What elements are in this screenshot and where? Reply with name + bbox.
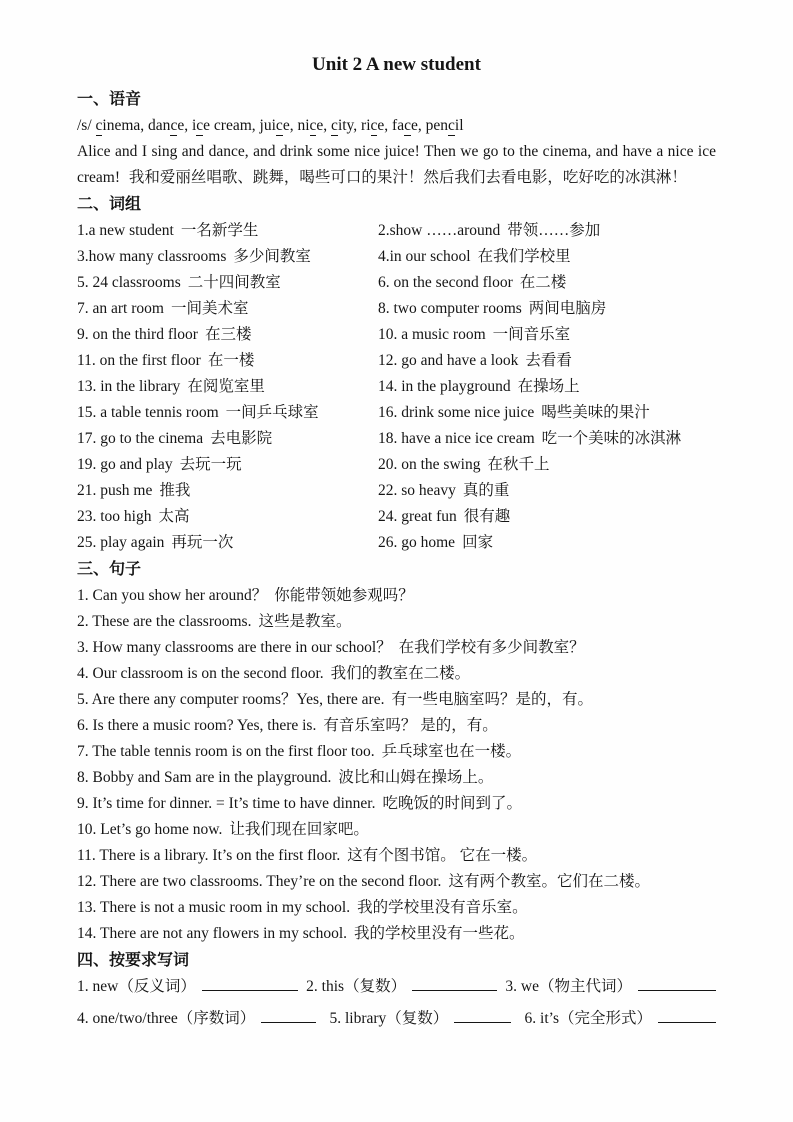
- phonetic-word: rice,: [357, 117, 389, 134]
- phrase-en: 17. go to the cinema: [77, 430, 204, 447]
- underlined-letter: c: [370, 117, 378, 134]
- phrase-zh: 一间乒乓球室: [225, 404, 319, 421]
- write-word-label: 2. this（复数）: [306, 978, 407, 995]
- phrase-en: 1.a new student: [77, 222, 174, 239]
- sentence-zh: 我的学校里没有一些花。: [354, 925, 525, 942]
- phrase-item: [378, 530, 716, 556]
- write-word-label: 1. new（反义词）: [77, 978, 196, 995]
- phrase-zh: 真的重: [462, 482, 510, 499]
- answer-blank: [658, 1007, 716, 1023]
- phrase-item: [77, 244, 378, 270]
- phrase-en: 19. go and play: [77, 456, 173, 473]
- phrase-zh: 在三楼: [204, 326, 252, 343]
- phrase-en: 22. so heavy: [378, 482, 456, 499]
- phrase-item: [378, 374, 716, 400]
- phonetic-word: cinema,: [95, 117, 145, 134]
- write-word-item: [77, 1006, 316, 1032]
- phrase-zh: 在二楼: [519, 274, 567, 291]
- write-word-item: [525, 1006, 716, 1032]
- sentence-en: 5. Are there any computer rooms？Yes, there are.: [77, 691, 385, 708]
- phrase-zh: 再玩一次: [171, 534, 234, 551]
- sentence-zh: 波比和山姆在操场上。: [338, 769, 494, 786]
- phrase-en: 21. push me: [77, 482, 153, 499]
- phrase-zh: 多少间教室: [233, 248, 311, 265]
- section-heading-phonetics: 一、语音: [77, 91, 142, 108]
- sentence-en: 10. Let’s go home now.: [77, 821, 223, 838]
- phrase-item: [77, 426, 378, 452]
- sentence-zh: 我的学校里没有音乐室。: [357, 899, 528, 916]
- phrase-en: 13. in the library: [77, 378, 181, 395]
- phrase-zh: 在操场上: [517, 378, 580, 395]
- phonetic-word: nice,: [293, 117, 328, 134]
- phrase-item: [77, 452, 378, 478]
- phrase-zh: 在我们学校里: [477, 248, 571, 265]
- phrase-zh: 带领……参加: [507, 222, 601, 239]
- phonetics-sound-line: [77, 113, 716, 139]
- phrase-en: 4.in our school: [378, 248, 471, 265]
- write-word-label: 6. it’s（完全形式）: [524, 1010, 652, 1027]
- phrase-en: 7. an art room: [77, 300, 164, 317]
- phrase-en: 15. a table tennis room: [77, 404, 219, 421]
- phrase-list: [77, 218, 716, 556]
- phrase-item: [77, 322, 378, 348]
- phrase-item: [77, 530, 378, 556]
- phonetic-word: juice,: [255, 117, 294, 134]
- phrase-item: [378, 348, 716, 374]
- answer-blank: [454, 1007, 511, 1023]
- phrase-en: 5. 24 classrooms: [77, 274, 181, 291]
- phrase-en: 16. drink some nice juice: [378, 404, 535, 421]
- phrase-zh: 两间电脑房: [528, 300, 607, 317]
- phrase-zh: 回家: [462, 534, 494, 551]
- phrase-zh: 去玩一玩: [179, 456, 242, 473]
- sentence-en: 8. Bobby and Sam are in the playground.: [77, 769, 332, 786]
- phrase-en: 14. in the playground: [378, 378, 511, 395]
- phrase-zh: 一名新学生: [180, 222, 259, 239]
- sentence-item: [77, 635, 716, 661]
- sentence-item: [77, 817, 716, 843]
- sentence-zh: 这有两个教室。它们在二楼。: [448, 873, 650, 890]
- phonetic-word: ice cream,: [188, 117, 256, 134]
- phrase-item: [77, 374, 378, 400]
- phrase-item: [378, 452, 716, 478]
- sentence-en: 7. The table tennis room is on the first floor too.: [77, 743, 375, 760]
- phrase-item: [378, 244, 716, 270]
- phrase-item: [378, 426, 716, 452]
- phonetics-example-en: Alice and I sing and dance, and drink some nice juice! Then we go to the cinema, and have a nice ice cream!: [77, 143, 716, 186]
- phrase-item: [378, 322, 716, 348]
- phrase-en: 2.show ……around: [378, 222, 501, 239]
- phonetics-example-zh: 我和爱丽丝唱歌、跳舞，喝些可口的果汁！然后我们去看电影，吃好吃的冰淇淋！: [128, 169, 687, 186]
- phrase-item: [378, 400, 716, 426]
- sentence-list: [77, 583, 716, 947]
- write-word-label: 5. library（复数）: [329, 1010, 449, 1027]
- sentence-zh: 有音乐室吗？ 是的，有。: [323, 717, 498, 734]
- phonetic-word: pencil: [421, 117, 464, 134]
- phrase-zh: 去看看: [525, 352, 572, 369]
- phrase-zh: 在秋千上: [487, 456, 550, 473]
- phrase-zh: 喝些美味的果汁: [541, 404, 650, 421]
- sentence-zh: 我们的教室在二楼。: [330, 665, 471, 682]
- sentence-zh: 吃晚饭的时间到了。: [382, 795, 522, 812]
- sentence-en: 12. There are two classrooms. They’re on the second floor.: [77, 873, 442, 890]
- answer-blank: [202, 975, 298, 991]
- sentence-item: [77, 869, 716, 895]
- phrase-en: 12. go and have a look: [378, 352, 519, 369]
- sentence-item: [77, 791, 716, 817]
- phrase-zh: 去电影院: [210, 430, 273, 447]
- sentence-item: [77, 713, 716, 739]
- write-word-item: [77, 974, 298, 1000]
- sentence-zh: 有一些电脑室吗？是的，有。: [391, 691, 593, 708]
- phrase-item: [77, 400, 378, 426]
- phrase-item: [378, 478, 716, 504]
- write-word-item: [329, 1006, 511, 1032]
- underlined-letter: c: [275, 117, 283, 134]
- underlined-letter: c: [95, 117, 103, 134]
- section-heading-sentences: 三、句子: [77, 561, 142, 578]
- phonetics-example: [77, 139, 716, 191]
- sentence-item: [77, 739, 716, 765]
- underlined-letter: c: [196, 117, 204, 134]
- sentence-en: 11. There is a library. It’s on the first floor.: [77, 847, 341, 864]
- phonetic-word: city,: [331, 117, 358, 134]
- write-words-row-1: [77, 974, 716, 1000]
- phrase-en: 20. on the swing: [378, 456, 481, 473]
- phrase-en: 24. great fun: [378, 508, 457, 525]
- underlined-letter: c: [404, 117, 411, 134]
- phrase-item: [378, 504, 716, 530]
- page-title: Unit 2 A new student: [312, 54, 481, 75]
- phrase-zh: 很有趣: [463, 508, 511, 525]
- phrase-en: 26. go home: [378, 534, 456, 551]
- underlined-letter: c: [331, 117, 338, 134]
- underlined-letter: c: [309, 117, 317, 134]
- phrase-zh: 推我: [159, 482, 191, 499]
- phrase-zh: 在一楼: [207, 352, 255, 369]
- phonetic-word: face,: [388, 117, 422, 134]
- phrase-zh: 在阅览室里: [187, 378, 265, 395]
- phonetics-word-list: [96, 117, 464, 136]
- sentence-zh: 乒乓球室也在一楼。: [381, 743, 522, 760]
- phrase-item: [77, 270, 378, 296]
- phrase-en: 18. have a nice ice cream: [378, 430, 535, 447]
- sentence-en: 1. Can you show her around？: [77, 587, 268, 604]
- phrase-item: [378, 270, 716, 296]
- sentence-en: 3. How many classrooms are there in our school？: [77, 639, 392, 656]
- phrase-en: 9. on the third floor: [77, 326, 198, 343]
- sentence-zh: 你能带领她参观吗？: [274, 587, 414, 604]
- phrase-en: 6. on the second floor: [378, 274, 513, 291]
- phonetic-word: dance,: [144, 117, 189, 134]
- underlined-letter: c: [448, 117, 455, 134]
- phrase-item: [77, 218, 378, 244]
- sentence-item: [77, 895, 716, 921]
- sentence-zh: 让我们现在回家吧。: [229, 821, 369, 838]
- write-word-label: 4. one/two/three（序数词）: [77, 1010, 256, 1027]
- sentence-item: [77, 583, 716, 609]
- phrase-item: [77, 504, 378, 530]
- phrase-en: 10. a music room: [378, 326, 486, 343]
- sentence-item: [77, 843, 716, 869]
- phrase-zh: 一间音乐室: [492, 326, 571, 343]
- sentence-item: [77, 687, 716, 713]
- phrase-zh: 二十四间教室: [187, 274, 281, 291]
- section-heading-write-words: 四、按要求写词: [77, 952, 190, 969]
- sentence-en: 9. It’s time for dinner. = It’s time to have dinner.: [77, 795, 376, 812]
- write-word-item: [306, 974, 497, 1000]
- sentence-en: 13. There is not a music room in my school.: [77, 899, 351, 916]
- phrase-zh: 吃一个美味的冰淇淋: [541, 430, 682, 447]
- sentence-en: 6. Is there a music room? Yes, there is.: [77, 717, 317, 734]
- sentence-item: [77, 765, 716, 791]
- phrase-en: 23. too high: [77, 508, 152, 525]
- phrase-item: [77, 348, 378, 374]
- write-words-row-2: [77, 1006, 716, 1032]
- sentence-en: 4. Our classroom is on the second floor.: [77, 665, 324, 682]
- answer-blank: [412, 975, 497, 991]
- sentence-en: 2. These are the classrooms.: [77, 613, 252, 630]
- phrase-item: [77, 296, 378, 322]
- underlined-letter: c: [170, 117, 178, 134]
- phrase-en: 11. on the first floor: [77, 352, 201, 369]
- sentence-en: 14. There are not any flowers in my school.: [77, 925, 348, 942]
- sentence-item: [77, 661, 716, 687]
- phrase-item: [77, 478, 378, 504]
- write-word-label: 3. we（物主代词）: [505, 978, 632, 995]
- section-heading-phrases: 二、词组: [77, 196, 142, 213]
- phoneme-label: /s/: [77, 117, 92, 134]
- phrase-en: 3.how many classrooms: [77, 248, 227, 265]
- phrase-item: [378, 296, 716, 322]
- phrase-en: 25. play again: [77, 534, 165, 551]
- phrase-item: [378, 218, 716, 244]
- sentence-item: [77, 921, 716, 947]
- sentence-zh: 这些是教室。: [258, 613, 352, 630]
- sentence-zh: 这有个图书馆。 它在一楼。: [347, 847, 538, 864]
- answer-blank: [638, 975, 716, 991]
- sentence-zh: 在我们学校有多少间教室？: [398, 639, 585, 656]
- phrase-zh: 太高: [158, 508, 190, 525]
- write-word-item: [505, 974, 716, 1000]
- phrase-zh: 一间美术室: [170, 300, 249, 317]
- phrase-en: 8. two computer rooms: [378, 300, 522, 317]
- sentence-item: [77, 609, 716, 635]
- answer-blank: [261, 1007, 316, 1023]
